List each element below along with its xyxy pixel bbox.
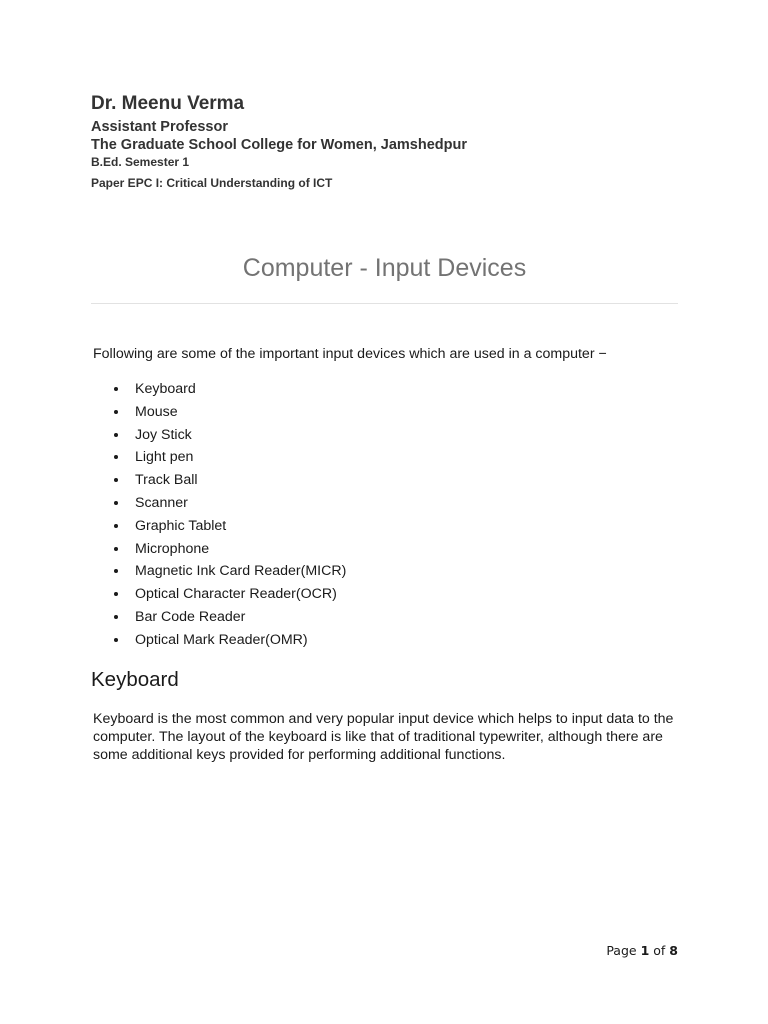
author-position: Assistant Professor — [91, 119, 228, 135]
list-item-label: Optical Character Reader(OCR) — [135, 586, 337, 603]
bullet-icon — [114, 569, 118, 573]
bullet-icon — [114, 638, 118, 642]
title-divider — [91, 303, 678, 304]
list-item — [114, 561, 346, 584]
semester-label: B.Ed. Semester 1 — [91, 155, 190, 169]
document-title: Computer - Input Devices — [242, 254, 527, 282]
list-item — [114, 493, 346, 516]
author-header — [91, 92, 467, 170]
bullet-icon — [114, 501, 118, 505]
section-heading-keyboard: Keyboard — [91, 668, 179, 691]
list-item — [114, 402, 346, 425]
list-item-label: Track Ball — [135, 472, 198, 489]
list-item-label: Bar Code Reader — [135, 608, 246, 625]
bullet-icon — [114, 455, 118, 459]
list-item-label: Scanner — [135, 494, 188, 511]
bullet-icon — [114, 478, 118, 482]
list-item — [114, 379, 346, 402]
list-item — [114, 630, 346, 653]
list-item — [114, 447, 346, 470]
list-item-label: Joy Stick — [135, 426, 192, 443]
author-name: Dr. Meenu Verma — [91, 93, 245, 114]
page-number — [606, 943, 678, 959]
list-item-label: Light pen — [135, 449, 194, 466]
list-item — [114, 470, 346, 493]
input-devices-list — [114, 379, 346, 653]
bullet-icon — [114, 410, 118, 414]
paper-label: Paper EPC I: Critical Understanding of ICT — [91, 176, 333, 190]
list-item-label: Optical Mark Reader(OMR) — [135, 631, 308, 648]
bullet-icon — [114, 592, 118, 596]
list-item-label: Microphone — [135, 540, 210, 557]
section-body-keyboard: Keyboard is the most common and very popular input device which helps to input data to the computer. The layout of the keyboard is like that of traditional typewriter, although there are some additional keys provided for performing additional functions. — [93, 711, 674, 763]
college-name: The Graduate School College for Women, Jamshedpur — [91, 137, 467, 153]
list-item — [114, 539, 346, 562]
bullet-icon — [114, 615, 118, 619]
list-item — [114, 607, 346, 630]
list-item-label: Mouse — [135, 403, 178, 420]
page-current: 1 — [640, 943, 650, 958]
bullet-icon — [114, 547, 118, 551]
page-word: Page — [606, 943, 637, 958]
list-item-label: Magnetic Ink Card Reader(MICR) — [135, 563, 347, 580]
list-item — [114, 425, 346, 448]
bullet-icon — [114, 524, 118, 528]
page-total: 8 — [669, 943, 678, 958]
list-item — [114, 584, 346, 607]
list-item-label: Keyboard — [135, 381, 196, 397]
intro-paragraph: Following are some of the important input devices which are used in a computer − — [93, 346, 607, 362]
list-item — [114, 516, 346, 539]
list-item-label: Graphic Tablet — [135, 517, 227, 534]
bullet-icon — [114, 433, 118, 437]
bullet-icon — [114, 387, 118, 391]
page-of: of — [653, 943, 666, 958]
